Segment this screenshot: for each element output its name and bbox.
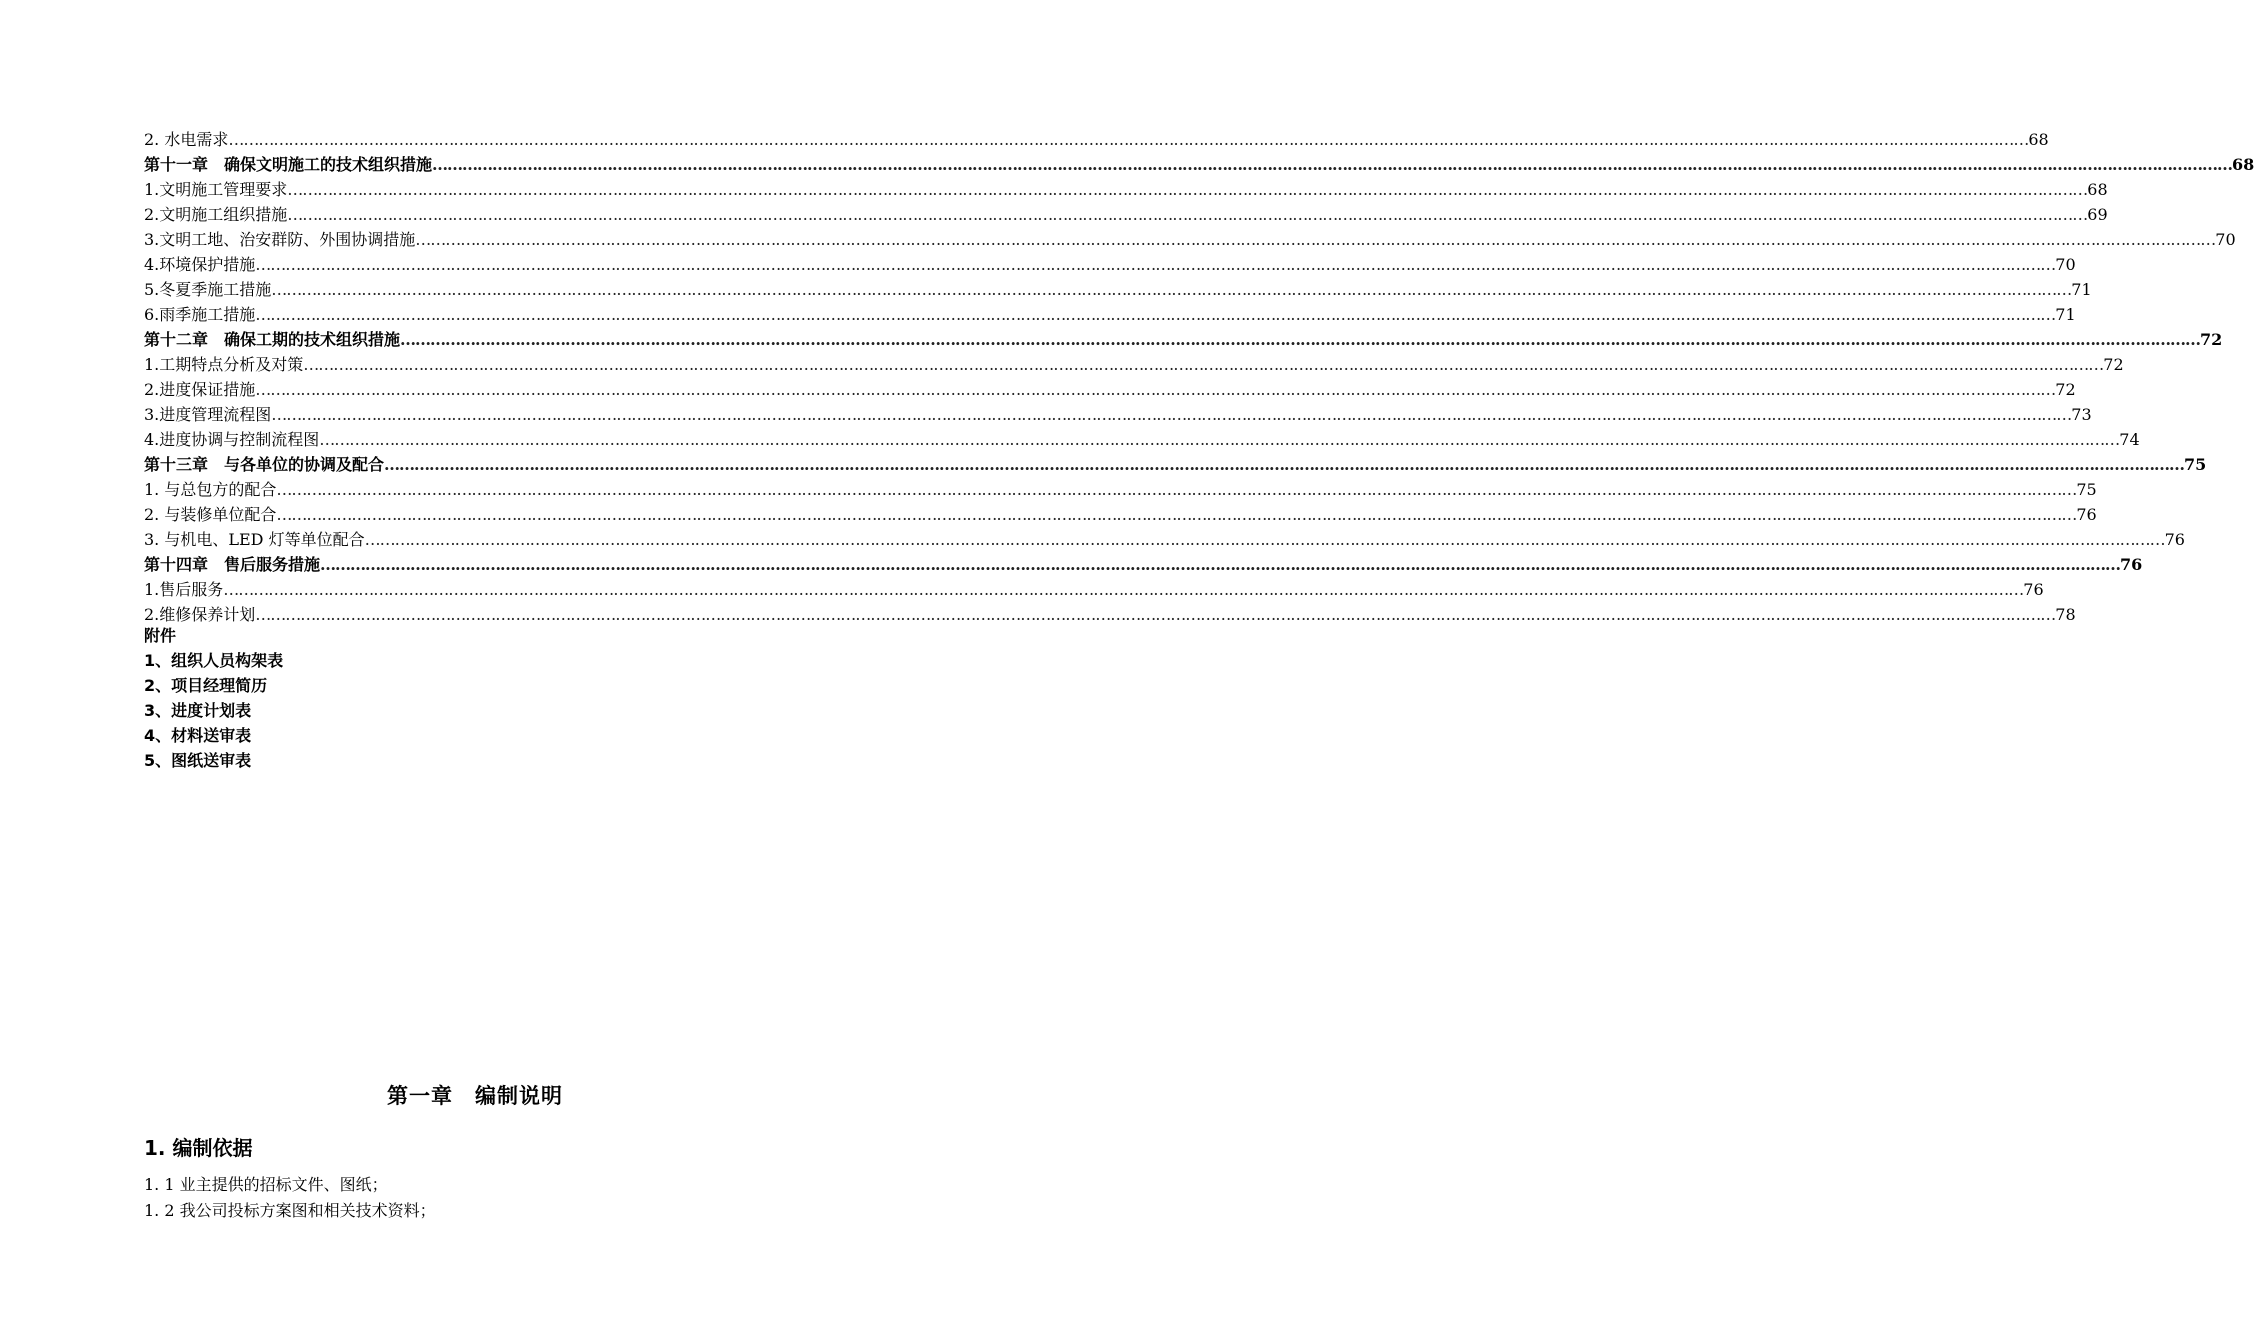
appendix-item: 1、组织人员构架表 [144, 651, 284, 670]
body-paragraph: 1. 1 业主提供的招标文件、图纸； [144, 1175, 388, 1194]
toc-chapter-entry [144, 326, 2223, 351]
toc-entry-title: 2.文明施工组织措施 [144, 205, 288, 224]
toc-entry [144, 351, 2124, 376]
toc-entry-title: 4.进度协调与控制流程图 [144, 430, 320, 449]
toc-entry-title: 第十三章 与各单位的协调及配合 [144, 455, 385, 474]
toc-entry-title: 1.售后服务 [144, 580, 224, 599]
toc-entry [144, 576, 2044, 601]
toc-dot-leader: ……………………………………………………………………………………………………………………………………………………………………………………………………………………………………………………………………………………………………………………………… [228, 130, 2029, 149]
toc-page-number: 70 [2215, 230, 2236, 249]
toc-page-number: 75 [2184, 455, 2207, 474]
toc-dot-leader: ……………………………………………………………………………………………………………………………………………………………………………………………………………………………………………………………………………………………………………………………… [415, 230, 2216, 249]
toc-dot-leader: ……………………………………………………………………………………………………………………………………………………………………………………………………………………………………………………………………………………………………………………………… [319, 430, 2120, 449]
toc-dot-leader: ……………………………………………………………………………………………………………………………………………………………………………………………………………………………………………………………………………………………………………………………… [303, 355, 2104, 374]
toc-entry-title: 3.进度管理流程图 [144, 405, 272, 424]
section-title: 1. 编制依据 [144, 1136, 253, 1160]
toc-page-number: 74 [2119, 430, 2140, 449]
toc-chapter-entry [144, 151, 2254, 176]
toc-page-number: 68 [2087, 180, 2108, 199]
toc-entry-title: 1. 与总包方的配合 [144, 480, 277, 499]
toc-chapter-entry [144, 451, 2207, 476]
toc-dot-leader: ……………………………………………………………………………………………………………………………………………………………………………………………………………………………………………………………………………………………………………………………… [432, 155, 2233, 174]
toc-dot-leader: ……………………………………………………………………………………………………………………………………………………………………………………………………………………………………………………………………………………………………………………………… [320, 555, 2121, 574]
toc-dot-leader: ……………………………………………………………………………………………………………………………………………………………………………………………………………………………………………………………………………………………………………………………… [364, 530, 2165, 549]
toc-dot-leader: ……………………………………………………………………………………………………………………………………………………………………………………………………………………………………………………………………………………………………………………………… [255, 305, 2056, 324]
toc-dot-leader: ……………………………………………………………………………………………………………………………………………………………………………………………………………………………………………………………………………………………………………………………… [255, 255, 2056, 274]
toc-dot-leader: ……………………………………………………………………………………………………………………………………………………………………………………………………………………………………………………………………………………………………………………………… [271, 405, 2072, 424]
toc-page-number: 76 [2023, 580, 2044, 599]
toc-dot-leader: ……………………………………………………………………………………………………………………………………………………………………………………………………………………………………………………………………………………………………………………………… [223, 580, 2024, 599]
table-of-contents [144, 126, 2254, 626]
appendix-heading: 附件 [144, 626, 177, 645]
toc-entry [144, 226, 2236, 251]
toc-entry-title: 6.雨季施工措施 [144, 305, 256, 324]
toc-entry-title: 5.冬夏季施工措施 [144, 280, 272, 299]
appendix-list [144, 623, 283, 773]
toc-dot-leader: ……………………………………………………………………………………………………………………………………………………………………………………………………………………………………………………………………………………………………………………………… [276, 480, 2077, 499]
toc-entry-title: 2.进度保证措施 [144, 380, 256, 399]
toc-entry-title: 4.环境保护措施 [144, 255, 256, 274]
toc-entry-title: 3. 与机电、LED 灯等单位配合 [144, 530, 365, 549]
toc-dot-leader: ……………………………………………………………………………………………………………………………………………………………………………………………………………………………………………………………………………………………………………………………… [287, 205, 2088, 224]
toc-entry [144, 176, 2108, 201]
toc-dot-leader: ……………………………………………………………………………………………………………………………………………………………………………………………………………………………………………………………………………………………………………………………… [276, 505, 2077, 524]
chapter-title: 第一章 编制说明 [387, 1084, 563, 1108]
toc-page-number: 71 [2071, 280, 2092, 299]
toc-entry-title: 2. 与装修单位配合 [144, 505, 277, 524]
toc-entry-title: 1.工期特点分析及对策 [144, 355, 304, 374]
toc-dot-leader: ……………………………………………………………………………………………………………………………………………………………………………………………………………………………………………………………………………………………………………………………… [271, 280, 2072, 299]
appendix-item: 5、图纸送审表 [144, 751, 252, 770]
toc-entry [144, 401, 2092, 426]
toc-dot-leader: ……………………………………………………………………………………………………………………………………………………………………………………………………………………………………………………………………………………………………………………………… [255, 380, 2056, 399]
toc-entry-title: 2. 水电需求 [144, 130, 229, 149]
toc-entry-title: 1.文明施工管理要求 [144, 180, 288, 199]
toc-entry [144, 476, 2097, 501]
toc-page-number: 75 [2076, 480, 2097, 499]
toc-dot-leader: ……………………………………………………………………………………………………………………………………………………………………………………………………………………………………………………………………………………………………………………………… [400, 330, 2201, 349]
toc-page-number: 72 [2103, 355, 2124, 374]
toc-entry [144, 276, 2092, 301]
toc-entry [144, 126, 2049, 151]
toc-page-number: 68 [2232, 155, 2254, 174]
appendix-item: 3、进度计划表 [144, 701, 252, 720]
toc-page-number: 73 [2071, 405, 2092, 424]
toc-entry-title: 第十四章 售后服务措施 [144, 555, 321, 574]
toc-page-number: 76 [2164, 530, 2185, 549]
toc-dot-leader: ……………………………………………………………………………………………………………………………………………………………………………………………………………………………………………………………………………………………………………………………… [384, 455, 2185, 474]
toc-page-number: 76 [2120, 555, 2143, 574]
toc-entry-title: 第十一章 确保文明施工的技术组织措施 [144, 155, 433, 174]
toc-page-number: 71 [2055, 305, 2076, 324]
toc-entry-title: 3.文明工地、治安群防、外围协调措施 [144, 230, 416, 249]
toc-page-number: 69 [2087, 205, 2108, 224]
toc-page-number: 76 [2076, 505, 2097, 524]
toc-entry-title: 第十二章 确保工期的技术组织措施 [144, 330, 401, 349]
toc-page-number: 72 [2055, 380, 2076, 399]
toc-entry [144, 526, 2185, 551]
toc-page-number: 68 [2028, 130, 2049, 149]
toc-page-number: 70 [2055, 255, 2076, 274]
toc-entry [144, 426, 2140, 451]
body-text [144, 1172, 436, 1224]
toc-dot-leader: ……………………………………………………………………………………………………………………………………………………………………………………………………………………………………………………………………………………………………………………………… [287, 180, 2088, 199]
toc-page-number: 72 [2200, 330, 2223, 349]
toc-dot-leader: ……………………………………………………………………………………………………………………………………………………………………………………………………………………………………………………………………………………………………………………………… [255, 605, 2056, 624]
appendix-item: 4、材料送审表 [144, 726, 252, 745]
toc-entry [144, 251, 2076, 276]
toc-page-number: 78 [2055, 605, 2076, 624]
toc-chapter-entry [144, 551, 2143, 576]
toc-entry [144, 376, 2076, 401]
toc-entry [144, 301, 2076, 326]
appendix-item: 2、项目经理简历 [144, 676, 268, 695]
toc-entry [144, 201, 2108, 226]
toc-entry [144, 501, 2097, 526]
body-paragraph: 1. 2 我公司投标方案图和相关技术资料； [144, 1201, 436, 1220]
toc-entry-title: 2.维修保养计划 [144, 605, 256, 624]
